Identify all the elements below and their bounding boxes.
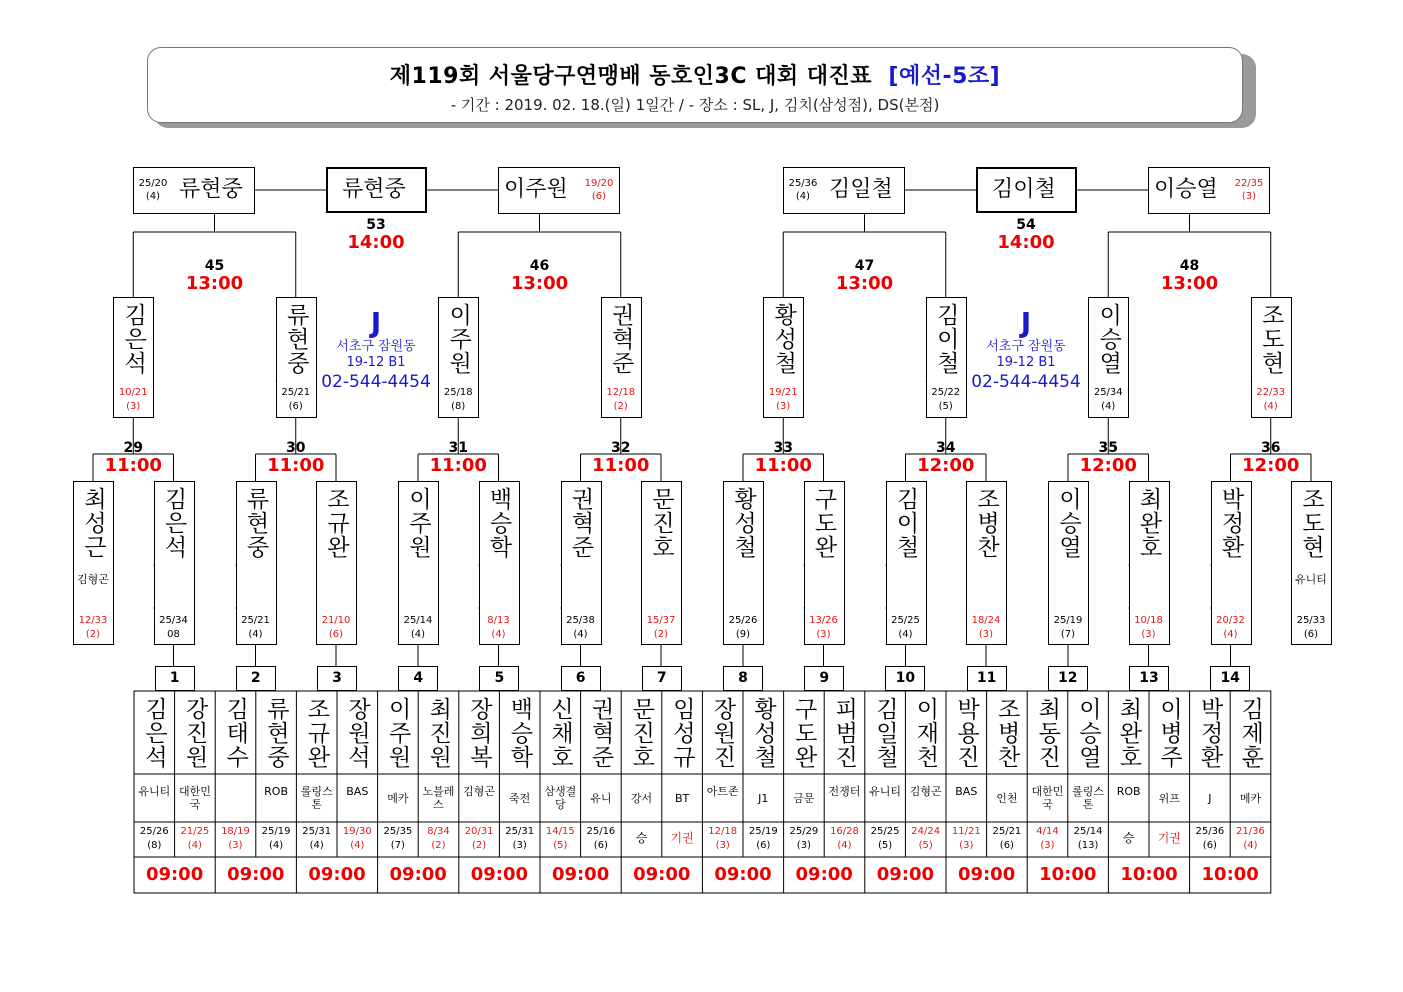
match-average: (6) — [756, 840, 771, 851]
match-score: 21/10 — [321, 615, 351, 626]
player-name: 이승열 — [1154, 177, 1218, 202]
club-name: 죽전 — [509, 792, 531, 805]
match-score: 16/28 — [830, 826, 859, 837]
match-score: 기권 — [670, 831, 694, 845]
club-name: 삼생결당 — [544, 785, 577, 811]
match-score: 25/31 — [302, 826, 332, 837]
match-average: (3) — [1241, 191, 1257, 202]
match-number: 47 — [854, 258, 875, 274]
title-group: [예선-5조] — [888, 64, 1001, 89]
match-score: 25/18 — [443, 387, 473, 398]
venue-info — [961, 307, 1091, 393]
club-name: J — [1208, 792, 1212, 805]
match-number: 4 — [413, 670, 424, 686]
match-score: 25/19 — [1053, 615, 1083, 626]
player-name: 조도현 — [1257, 303, 1284, 375]
match-average: (4) — [837, 840, 852, 851]
club-name: 김형곤 — [77, 573, 109, 586]
match-average: (6) — [328, 629, 344, 640]
match-average: (3) — [816, 629, 831, 640]
player-name: 조도현 — [1298, 487, 1324, 559]
match-score: 25/25 — [870, 826, 900, 837]
player-name: 김은석 — [120, 303, 147, 375]
club-name: 유니티 — [869, 785, 902, 798]
match-score: 20/32 — [1216, 615, 1245, 626]
match-score: 25/19 — [748, 826, 778, 837]
match-score: 25/34 — [159, 615, 188, 626]
player-name: 조규완 — [323, 487, 349, 559]
club-name: 롤링스톤 — [1072, 785, 1105, 811]
match-score: 19/20 — [584, 178, 614, 189]
club-name: 김형곤 — [909, 785, 942, 798]
match-time: 09:00 — [551, 864, 610, 885]
match-average: (13) — [1077, 840, 1099, 851]
match-number: 29 — [123, 440, 143, 456]
match-number: 35 — [1098, 440, 1118, 456]
player-name: 김일철 — [829, 177, 893, 202]
club-name: 롤링스톤 — [300, 785, 333, 811]
match-average: (3) — [126, 401, 141, 412]
match-average: (8) — [451, 401, 466, 412]
player-name: 류현중 — [262, 697, 289, 769]
match-score: 승 — [635, 831, 648, 845]
match-average: (3) — [978, 629, 994, 640]
match-score: 25/36 — [788, 178, 818, 189]
player-name: 조규완 — [303, 697, 330, 769]
player-name: 문진호 — [628, 697, 655, 769]
match-time: 11:00 — [429, 455, 487, 476]
match-number: 6 — [575, 670, 586, 686]
player-name: 권혁준 — [587, 697, 614, 769]
match-average: (4) — [145, 191, 161, 202]
match-score: 25/21 — [281, 387, 311, 398]
club-name: 위프 — [1158, 792, 1180, 805]
player-name: 최완호 — [1135, 487, 1162, 559]
match-number: 48 — [1179, 258, 1200, 274]
match-average: (5) — [553, 840, 568, 851]
player-name: 김일철 — [871, 697, 898, 769]
club-name: ROB — [1116, 785, 1141, 798]
match-number: 9 — [819, 670, 830, 686]
match-time: 09:00 — [633, 864, 691, 885]
player-name: 박용진 — [953, 697, 979, 769]
match-average: (2) — [85, 629, 101, 640]
match-score: 8/13 — [487, 615, 510, 626]
match-score: 18/19 — [221, 826, 250, 837]
player-name: 이병주 — [1156, 697, 1182, 769]
player-name: 신채호 — [547, 697, 573, 769]
club-name: 전쟁터 — [828, 785, 861, 798]
match-time: 10:00 — [1201, 864, 1259, 885]
match-time: 10:00 — [1039, 864, 1097, 885]
player-name: 류현중 — [179, 177, 243, 202]
title-text: 제119회 서울당구연맹배 동호인3C 대회 대진표 — [389, 64, 873, 89]
player-name: 최완호 — [1115, 697, 1142, 769]
match-score: 22/33 — [1256, 387, 1286, 398]
match-time: 09:00 — [470, 864, 529, 885]
match-number: 34 — [936, 440, 956, 456]
player-name: 임성규 — [668, 697, 695, 769]
player-name: 이주원 — [405, 487, 431, 559]
match-average: (4) — [573, 629, 588, 640]
player-name: 백승학 — [485, 487, 512, 559]
match-average: (4) — [1101, 401, 1116, 412]
player-name: 김이철 — [892, 487, 919, 559]
player-name: 김이철 — [932, 303, 959, 375]
club-name: BAS — [346, 785, 369, 798]
match-average: (5) — [918, 840, 933, 851]
club-name: 인천 — [996, 792, 1018, 805]
match-score: 25/19 — [261, 826, 291, 837]
venue-phone: 02-544-4454 — [321, 372, 431, 392]
player-name: 백승학 — [506, 697, 533, 769]
player-name: 이재천 — [912, 697, 939, 769]
match-score: 25/22 — [931, 387, 961, 398]
match-time: 14:00 — [997, 232, 1055, 253]
match-score: 18/24 — [971, 615, 1001, 626]
match-average: 08 — [167, 629, 180, 640]
match-number: 7 — [656, 670, 667, 686]
player-name: 김태수 — [222, 697, 249, 769]
player-name: 이승열 — [1074, 697, 1101, 769]
match-average: (6) — [593, 840, 608, 851]
match-time: 12:00 — [1242, 455, 1300, 476]
match-score: 25/25 — [891, 615, 920, 626]
match-average: (3) — [228, 840, 243, 851]
player-name: 황성철 — [770, 303, 797, 375]
match-score: 20/31 — [464, 826, 494, 837]
player-name: 최성근 — [80, 487, 106, 559]
match-time: 09:00 — [145, 864, 204, 885]
match-number: 11 — [976, 670, 997, 686]
player-name: 구도완 — [790, 697, 817, 769]
match-average: (2) — [653, 629, 669, 640]
match-score: 15/37 — [646, 615, 676, 626]
match-score: 25/20 — [138, 178, 168, 189]
player-name: 이승열 — [1055, 487, 1081, 559]
match-time: 12:00 — [1079, 455, 1137, 476]
match-time: 09:00 — [389, 864, 447, 885]
match-score: 21/36 — [1236, 826, 1265, 837]
match-number: 32 — [611, 440, 631, 456]
match-score: 승 — [1122, 831, 1135, 845]
player-name: 장원석 — [344, 697, 370, 769]
match-score: 12/18 — [606, 387, 636, 398]
match-average: (6) — [288, 401, 303, 412]
club-name: BAS — [955, 785, 978, 798]
match-number: 30 — [286, 440, 306, 456]
match-average: (4) — [1223, 629, 1238, 640]
match-score: 25/14 — [1073, 826, 1103, 837]
match-average: (4) — [187, 840, 202, 851]
venue-code: J — [370, 306, 382, 339]
club-name: 아트존 — [706, 785, 739, 798]
match-average: (3) — [959, 840, 974, 851]
match-number: 46 — [529, 258, 550, 274]
match-number: 5 — [494, 670, 505, 686]
match-number: 45 — [204, 258, 225, 274]
match-number: 13 — [1139, 670, 1159, 686]
match-score: 25/33 — [1296, 615, 1326, 626]
match-average: (4) — [1243, 840, 1258, 851]
match-average: (7) — [1060, 629, 1076, 640]
match-time: 09:00 — [714, 864, 772, 885]
player-name: 박정환 — [1217, 487, 1244, 559]
match-average: (3) — [1141, 629, 1156, 640]
match-time: 09:00 — [795, 864, 853, 885]
match-number: 31 — [448, 440, 468, 456]
match-average: (4) — [1263, 401, 1278, 412]
club-name: 김형곤 — [463, 785, 496, 798]
match-time: 11:00 — [104, 455, 162, 476]
player-name: 이주원 — [445, 303, 472, 375]
match-time: 09:00 — [876, 864, 935, 885]
venue-info — [311, 307, 441, 393]
match-score: 10/21 — [118, 387, 148, 398]
match-number: 1 — [169, 670, 180, 686]
match-average: (6) — [999, 840, 1014, 851]
match-score: 25/36 — [1195, 826, 1225, 837]
match-average: (2) — [613, 401, 628, 412]
player-name: 황성철 — [730, 487, 756, 559]
match-number: 33 — [773, 440, 793, 456]
player-name: 구도완 — [810, 487, 837, 559]
club-name: 대한민국 — [1031, 785, 1064, 811]
match-number: 54 — [1016, 217, 1036, 233]
match-average: (5) — [938, 401, 953, 412]
match-score: 13/26 — [809, 615, 838, 626]
player-name: 조병찬 — [993, 697, 1020, 769]
match-average: (4) — [309, 840, 324, 851]
player-name: 장원진 — [709, 697, 736, 769]
match-score: 기권 — [1157, 831, 1181, 845]
match-score: 12/33 — [78, 615, 108, 626]
match-score: 19/30 — [342, 826, 372, 837]
club-name: 강서 — [630, 792, 653, 805]
match-score: 12/18 — [708, 826, 738, 837]
match-time: 14:00 — [347, 232, 405, 253]
match-score: 22/35 — [1234, 178, 1264, 189]
club-name: 노블레스 — [422, 785, 455, 811]
venue-addr1: 서초구 잠원동 — [986, 339, 1066, 354]
player-name: 이승열 — [1095, 303, 1122, 375]
match-average: (4) — [898, 629, 913, 640]
match-average: (4) — [269, 840, 284, 851]
player-name: 황성철 — [750, 697, 776, 769]
club-name: BT — [674, 792, 690, 805]
match-score: 25/21 — [992, 826, 1022, 837]
match-time: 11:00 — [754, 455, 812, 476]
player-name: 문진호 — [648, 487, 674, 559]
match-time: 13:00 — [835, 273, 894, 294]
match-score: 11/21 — [951, 826, 981, 837]
player-name: 권혁준 — [607, 303, 634, 375]
match-time: 09:00 — [957, 864, 1016, 885]
match-time: 12:00 — [917, 455, 975, 476]
match-number: 2 — [250, 670, 261, 686]
match-number: 53 — [366, 217, 386, 233]
match-average: (3) — [1040, 840, 1055, 851]
match-time: 13:00 — [1160, 273, 1219, 294]
club-name: 대한민국 — [178, 785, 211, 811]
match-score: 25/14 — [403, 615, 433, 626]
venue-phone: 02-544-4454 — [971, 372, 1081, 392]
match-score: 14/15 — [545, 826, 575, 837]
player-name: 장희복 — [465, 697, 492, 769]
match-average: (8) — [147, 840, 162, 851]
venue-addr2: 19-12 B1 — [346, 355, 406, 370]
match-average: (4) — [491, 629, 506, 640]
match-average: (4) — [248, 629, 263, 640]
club-name: 메카 — [1239, 792, 1262, 805]
match-average: (6) — [1202, 840, 1217, 851]
match-average: (2) — [431, 840, 446, 851]
player-name: 박정환 — [1196, 697, 1223, 769]
match-average: (3) — [512, 840, 527, 851]
match-score: 25/38 — [566, 615, 595, 626]
match-time: 10:00 — [1120, 864, 1178, 885]
club-name: J1 — [758, 792, 769, 805]
venue-addr1: 서초구 잠원동 — [336, 339, 416, 354]
match-score: 24/24 — [911, 826, 941, 837]
match-score: 25/26 — [139, 826, 169, 837]
match-score: 25/16 — [586, 826, 616, 837]
club-name: 유니티 — [138, 785, 171, 798]
player-name: 김은석 — [141, 697, 167, 769]
venue-addr2: 19-12 B1 — [996, 355, 1056, 370]
match-score: 25/26 — [728, 615, 758, 626]
match-average: (4) — [795, 191, 811, 202]
player-name: 이주원 — [504, 177, 568, 202]
club-name: 메카 — [387, 792, 409, 805]
match-average: (6) — [1303, 629, 1319, 640]
match-score: 25/29 — [789, 826, 819, 837]
club-name: 유니 — [590, 792, 612, 805]
player-name: 강진원 — [181, 697, 208, 769]
match-time: 13:00 — [185, 273, 244, 294]
match-average: (7) — [390, 840, 405, 851]
player-name: 이주원 — [384, 697, 411, 769]
match-average: (4) — [350, 840, 365, 851]
match-score: 8/34 — [427, 826, 450, 837]
match-average: (3) — [796, 840, 811, 851]
match-score: 25/31 — [505, 826, 535, 837]
club-name: 유니티 — [1295, 573, 1327, 586]
player-name: 조병찬 — [973, 487, 999, 559]
match-number: 8 — [738, 670, 748, 686]
match-score: 21/25 — [180, 826, 210, 837]
match-number: 36 — [1261, 440, 1281, 456]
match-score: 25/21 — [241, 615, 270, 626]
club-name: ROB — [264, 785, 289, 798]
match-average: (4) — [410, 629, 426, 640]
match-score: 25/35 — [383, 826, 413, 837]
match-score: 10/18 — [1134, 615, 1163, 626]
match-average: (2) — [472, 840, 487, 851]
player-name: 피범진 — [831, 697, 858, 769]
match-average: (3) — [776, 401, 791, 412]
winner-name: 류현중 — [342, 177, 406, 202]
player-name: 류현중 — [242, 487, 269, 559]
player-name: 김제훈 — [1237, 697, 1264, 769]
match-average: (9) — [735, 629, 751, 640]
match-score: 4/14 — [1036, 826, 1059, 837]
match-number: 14 — [1220, 670, 1240, 686]
match-average: (5) — [878, 840, 893, 851]
match-time: 11:00 — [592, 455, 650, 476]
player-name: 김은석 — [160, 487, 187, 559]
venue-code: J — [1020, 306, 1032, 339]
player-name: 최진원 — [425, 697, 452, 769]
match-number: 12 — [1058, 670, 1078, 686]
match-score: 19/21 — [768, 387, 798, 398]
player-name: 권혁준 — [567, 487, 594, 559]
match-score: 25/34 — [1093, 387, 1123, 398]
player-name: 최동진 — [1034, 697, 1061, 769]
match-average: (3) — [715, 840, 730, 851]
match-time: 11:00 — [267, 455, 325, 476]
match-average: (6) — [591, 191, 607, 202]
event-info: - 기간 : 2019. 02. 18.(일) 1일간 / - 장소 : SL, J, 김치(삼성점), DS(본점) — [450, 96, 940, 114]
match-number: 10 — [895, 670, 916, 686]
club-name: 금문 — [793, 792, 815, 805]
player-name: 류현중 — [282, 303, 309, 375]
match-time: 09:00 — [308, 864, 366, 885]
match-time: 09:00 — [227, 864, 285, 885]
winner-name: 김이철 — [992, 177, 1056, 202]
match-time: 13:00 — [510, 273, 569, 294]
match-number: 3 — [332, 670, 342, 686]
